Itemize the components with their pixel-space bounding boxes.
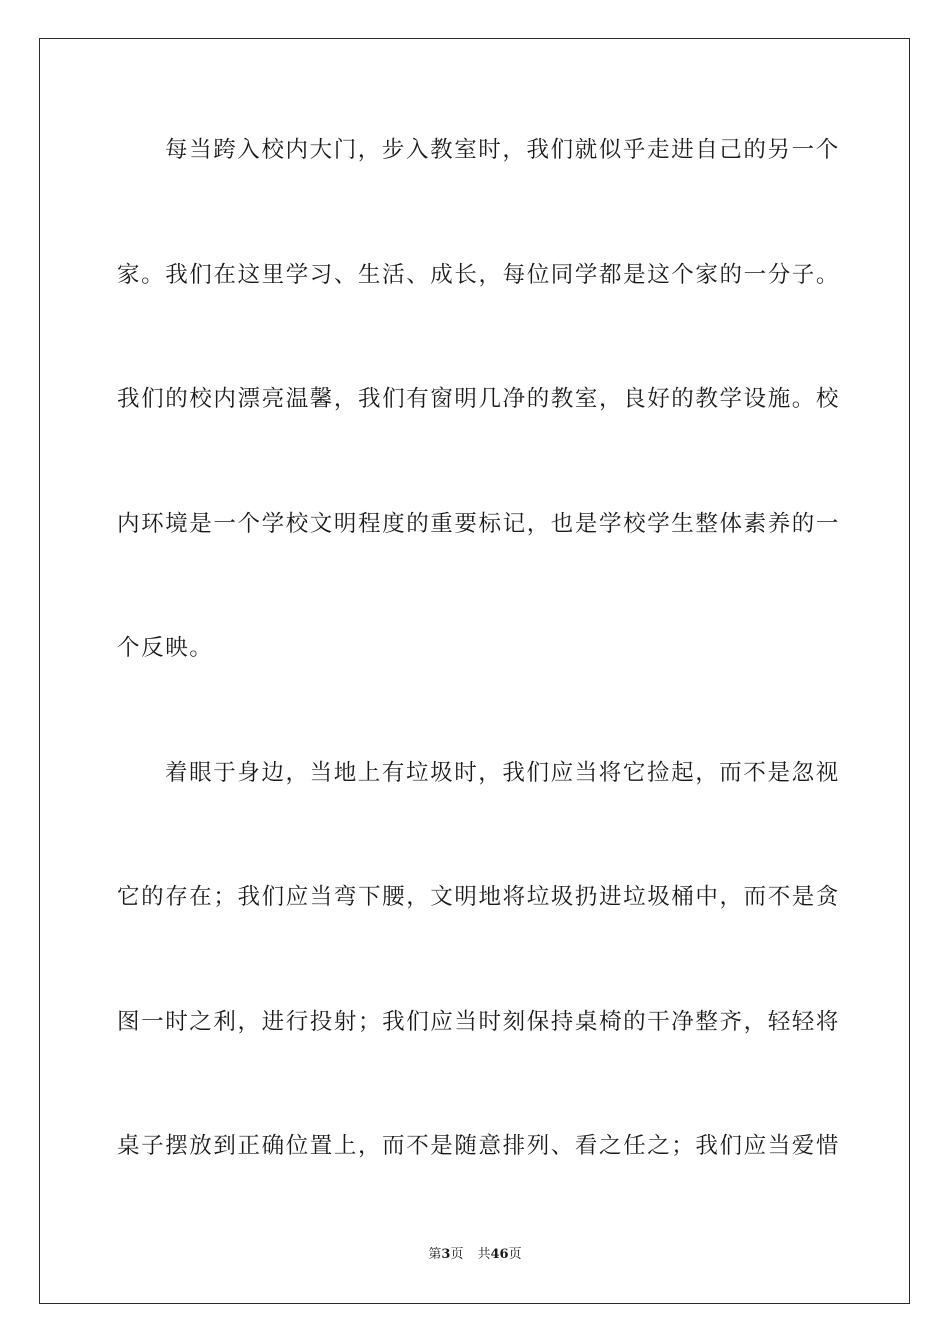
- paragraph-2-line-4: 桌子摆放到正确位置上，而不是随意排列、看之任之；我们应当爱惜: [117, 1133, 841, 1159]
- page-suffix: 页: [450, 1247, 464, 1262]
- total-prefix: 共: [477, 1247, 491, 1262]
- page-prefix: 第: [428, 1247, 442, 1262]
- paragraph-2-line-3: 图一时之利，进行投射；我们应当时刻保持桌椅的干净整齐，轻轻将: [117, 1009, 841, 1035]
- total-pages: 46: [490, 1247, 509, 1262]
- paragraph-2-line-1: 着眼于身边，当地上有垃圾时，我们应当将它捡起，而不是忽视: [165, 760, 840, 786]
- paragraph-1-line-3: 我们的校内漂亮温馨，我们有窗明几净的教室，良好的教学设施。校: [117, 386, 841, 412]
- page-border: [39, 38, 910, 1304]
- page-footer: [0, 1246, 950, 1264]
- paragraph-1-line-1: 每当跨入校内大门，步入教室时，我们就似乎走进自己的另一个: [165, 137, 840, 163]
- page-number: 3: [441, 1247, 451, 1262]
- paragraph-1-line-5: 个反映。: [117, 635, 214, 661]
- total-suffix: 页: [508, 1247, 522, 1262]
- paragraph-1-line-2: 家。我们在这里学习、生活、成长，每位同学都是这个家的一分子。: [117, 262, 841, 288]
- paragraph-2-line-2: 它的存在；我们应当弯下腰，文明地将垃圾扔进垃圾桶中，而不是贪: [117, 884, 841, 910]
- paragraph-1-line-4: 内环境是一个学校文明程度的重要标记，也是学校学生整体素养的一: [117, 511, 841, 537]
